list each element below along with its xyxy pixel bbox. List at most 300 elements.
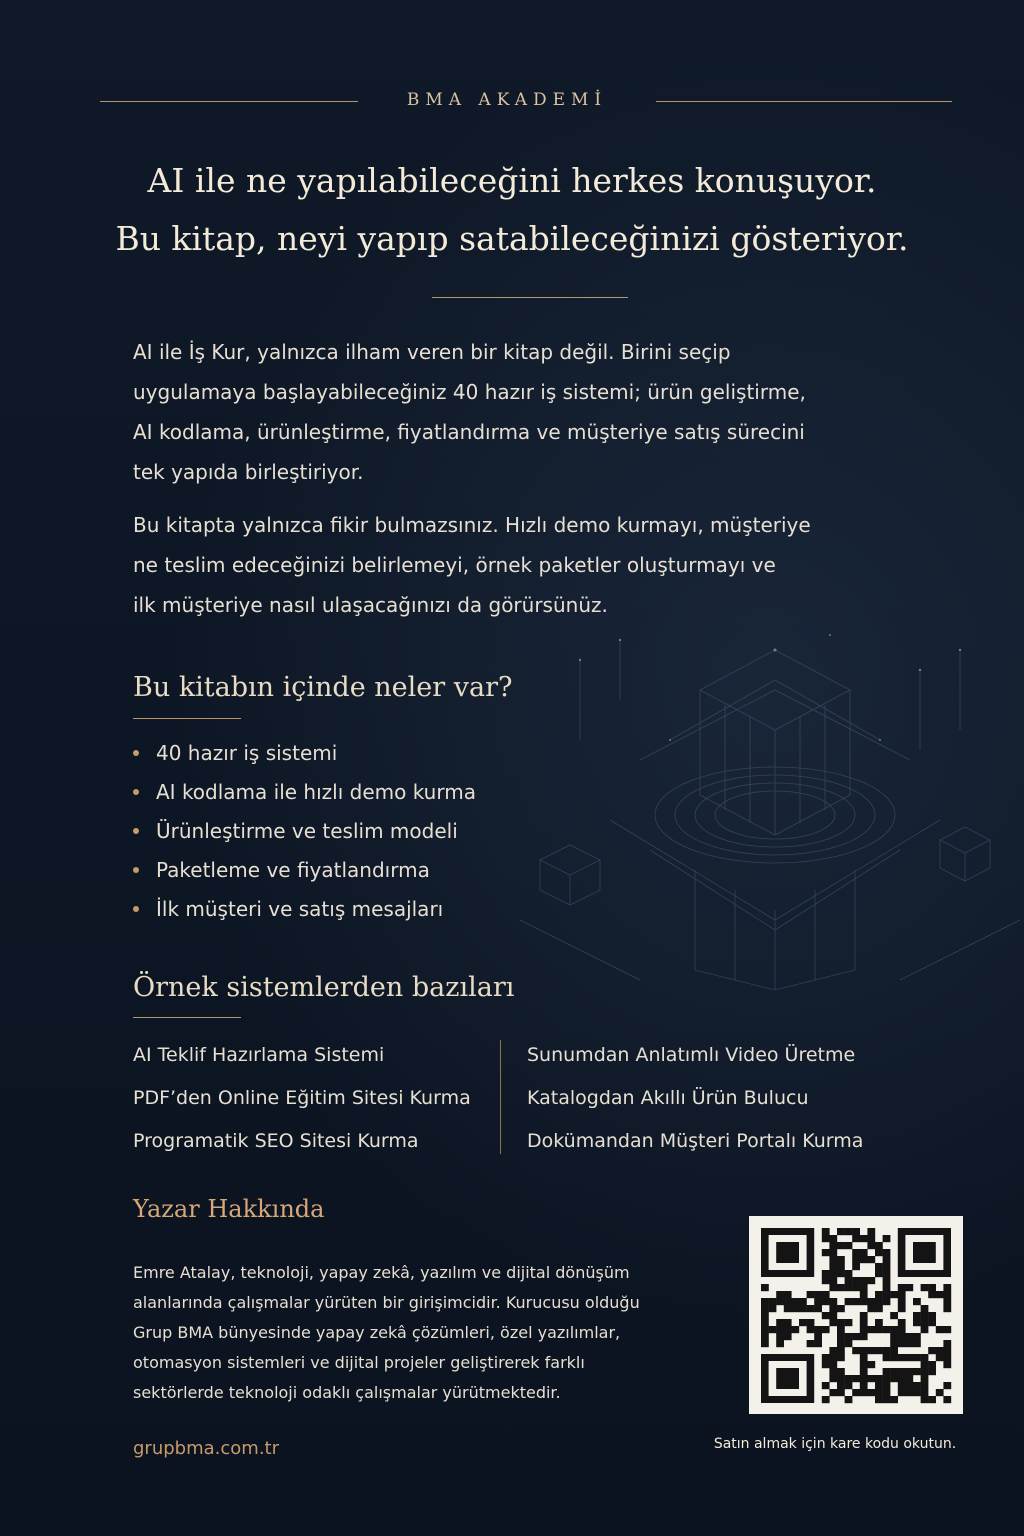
qr-module [875,1389,883,1396]
qr-module [898,1326,906,1333]
qr-module [761,1340,769,1347]
qr-module [822,1361,830,1368]
qr-module [921,1396,929,1403]
brand-rule-right [656,101,952,102]
qr-module [829,1368,837,1375]
list-item-text: AI kodlama ile hızlı demo kurma [156,780,476,804]
qr-module [936,1291,944,1298]
system-item: Sunumdan Anlatımlı Video Üretme [527,1044,856,1066]
qr-module [875,1291,883,1298]
qr-module [921,1326,929,1333]
qr-module [875,1375,883,1382]
qr-module [898,1291,906,1298]
contents-list [133,734,476,929]
qr-module [867,1242,875,1249]
qr-module [814,1340,822,1347]
qr-module [852,1389,860,1396]
qr-module [837,1263,845,1270]
qr-module [799,1305,807,1312]
qr-module [822,1298,830,1305]
qr-module [898,1333,906,1340]
list-item [133,812,476,851]
qr-module [928,1396,936,1403]
qr-module [883,1298,891,1305]
qr-module [913,1333,921,1340]
qr-module [799,1298,807,1305]
qr-module [807,1305,815,1312]
qr-module [814,1333,822,1340]
qr-module [943,1396,951,1403]
qr-module [860,1389,868,1396]
text-line: ne teslim edeceğinizi belirlemeyi, örnek paketler oluşturmayı ve [133,553,776,577]
qr-module [852,1298,860,1305]
contents-heading-rule [133,718,241,719]
qr-module [883,1354,891,1361]
qr-module [807,1326,815,1333]
qr-module [776,1326,784,1333]
qr-module [814,1298,822,1305]
qr-module [845,1242,853,1249]
text-line: ilk müşteriye nasıl ulaşacağınızı da görürsünüz. [133,593,608,617]
qr-module [921,1375,929,1382]
qr-module [883,1396,891,1403]
text-line: Grup BMA bünyesinde yapay zekâ çözümleri, özel yazılımlar, [133,1323,621,1342]
qr-module [860,1277,868,1284]
qr-module [776,1291,784,1298]
qr-module [845,1270,853,1277]
qr-module [913,1368,921,1375]
bullet-dot-icon [133,828,139,834]
qr-module [875,1396,883,1403]
qr-module [921,1368,929,1375]
qr-module [791,1305,799,1312]
qr-module [936,1389,944,1396]
qr-module [943,1298,951,1305]
bullet-dot-icon [133,867,139,873]
qr-module [890,1354,898,1361]
qr-module [845,1333,853,1340]
qr-module [837,1382,845,1389]
qr-module [936,1347,944,1354]
qr-module [898,1284,906,1291]
text-line: Bu kitapta yalnızca fikir bulmazsınız. Hızlı demo kurmayı, müşteriye [133,513,811,537]
qr-module [875,1326,883,1333]
headline-line: AI ile ne yapılabileceğini herkes konuşuyor. [147,161,877,200]
qr-module [761,1326,769,1333]
qr-module [860,1319,868,1326]
qr-module [867,1375,875,1382]
qr-module [898,1382,906,1389]
qr-module [829,1312,837,1319]
qr-module [943,1354,951,1361]
qr-module [905,1389,913,1396]
qr-module [761,1333,769,1340]
qr-module [776,1242,799,1263]
qr-module [883,1277,891,1284]
qr-module [822,1249,830,1256]
qr-module [883,1270,891,1277]
qr-module [943,1284,951,1291]
qr-module [867,1298,875,1305]
qr-module [860,1291,868,1298]
qr-module [829,1298,837,1305]
qr-module [776,1368,799,1389]
qr-module [936,1354,944,1361]
list-item [133,734,476,773]
qr-module [791,1298,799,1305]
qr-module [875,1270,883,1277]
qr-module [860,1368,868,1375]
qr-module [776,1319,784,1326]
qr-module [837,1347,845,1354]
qr-module [867,1305,875,1312]
qr-module [784,1291,792,1298]
qr-module [837,1326,845,1333]
qr-module [852,1284,860,1291]
text-line: AI ile İş Kur, yalnızca ilham veren bir kitap değil. Birini seçip [133,340,731,364]
qr-module [898,1368,906,1375]
qr-module [913,1319,921,1326]
qr-module [829,1305,837,1312]
qr-module [905,1354,913,1361]
qr-module [845,1340,853,1347]
qr-module [875,1249,883,1256]
qr-module [784,1333,792,1340]
qr-module [867,1228,875,1235]
bullet-dot-icon [133,750,139,756]
qr-module [837,1354,845,1361]
qr-module [769,1298,777,1305]
qr-module [860,1347,868,1354]
list-item [133,851,476,890]
qr-module [921,1354,929,1361]
qr-module [890,1375,898,1382]
qr-module [829,1263,837,1270]
qr-module [898,1375,906,1382]
qr-module [860,1249,868,1256]
list-item-text: 40 hazır iş sistemi [156,741,338,765]
qr-module [814,1291,822,1298]
qr-module [852,1263,860,1270]
qr-module [829,1319,837,1326]
qr-module [898,1298,906,1305]
qr-module [799,1319,807,1326]
qr-module [814,1326,822,1333]
systems-column-divider [500,1040,501,1154]
qr-module [860,1375,868,1382]
qr-module [852,1235,860,1242]
qr-module [845,1396,853,1403]
qr-module [943,1291,951,1298]
qr-module [890,1326,898,1333]
qr-code-icon [749,1216,963,1414]
qr-module [928,1291,936,1298]
qr-module [814,1305,822,1312]
qr-module [845,1277,853,1284]
list-item-text: Paketleme ve fiyatlandırma [156,858,430,882]
qr-module [852,1256,860,1263]
author-heading: Yazar Hakkında [133,1195,325,1223]
qr-module [845,1298,853,1305]
qr-module [860,1256,868,1263]
qr-module [845,1228,853,1235]
qr-code[interactable] [749,1216,963,1414]
text-line: uygulamaya başlayabileceğiniz 40 hazır iş sistemi; ürün geliştirme, [133,380,806,404]
qr-module [822,1270,830,1277]
qr-module [905,1375,913,1382]
qr-module [943,1382,951,1389]
qr-module [761,1312,769,1319]
qr-module [852,1347,860,1354]
qr-module [822,1312,830,1319]
qr-module [875,1319,883,1326]
qr-module [928,1319,936,1326]
qr-module [867,1256,875,1263]
qr-module [829,1277,837,1284]
qr-module [890,1396,898,1403]
bullet-dot-icon [133,906,139,912]
qr-module [784,1298,792,1305]
systems-heading-rule [133,1017,241,1018]
systems-list-right [527,1034,863,1163]
system-item: Katalogdan Akıllı Ürün Bulucu [527,1087,809,1109]
qr-module [943,1340,951,1347]
qr-module [875,1263,883,1270]
systems-list-left [133,1034,471,1163]
list-item [133,890,476,929]
qr-module [867,1326,875,1333]
qr-module [905,1333,913,1340]
qr-module [845,1382,853,1389]
brand-header [100,86,952,116]
qr-module [769,1305,777,1312]
qr-module [852,1228,860,1235]
qr-module [837,1242,845,1249]
qr-module [837,1284,845,1291]
qr-module [860,1312,868,1319]
list-item-text: Ürünleştirme ve teslim modeli [156,819,458,843]
qr-module [822,1396,830,1403]
qr-module [890,1312,898,1319]
qr-module [837,1319,845,1326]
qr-module [905,1284,913,1291]
qr-module [898,1354,906,1361]
qr-module [852,1333,860,1340]
brand-name: BMA AKADEMİ [406,90,608,110]
qr-module [852,1249,860,1256]
intro-paragraph-1 [133,332,923,492]
qr-module [829,1284,837,1291]
qr-module [943,1347,951,1354]
qr-module [867,1235,875,1242]
qr-module [837,1368,845,1375]
qr-module [822,1235,830,1242]
qr-module [883,1284,891,1291]
text-line: AI kodlama, ürünleştirme, fiyatlandırma ve müşteriye satış sürecini [133,420,805,444]
qr-module [921,1361,929,1368]
qr-module [837,1256,845,1263]
qr-module [943,1305,951,1312]
qr-module [761,1298,769,1305]
qr-module [776,1340,784,1347]
bullet-dot-icon [133,789,139,795]
qr-module [913,1382,921,1389]
qr-module [867,1389,875,1396]
headline [60,152,964,268]
list-item [133,773,476,812]
qr-module [860,1298,868,1305]
system-item: PDF’den Online Eğitim Sitesi Kurma [133,1087,471,1109]
qr-module [852,1375,860,1382]
qr-module [867,1361,875,1368]
qr-module [829,1249,837,1256]
qr-module [784,1305,792,1312]
qr-module [837,1375,845,1382]
contents-heading: Bu kitabın içinde neler var? [133,672,513,703]
qr-module [943,1326,951,1333]
qr-module [875,1382,883,1389]
qr-module [860,1354,868,1361]
list-item-text: İlk müşteri ve satış mesajları [156,897,444,921]
qr-module [829,1242,837,1249]
qr-module [883,1368,891,1375]
qr-module [837,1305,845,1312]
systems-heading: Örnek sistemlerden bazıları [133,972,515,1003]
qr-module [921,1382,929,1389]
qr-module [905,1340,913,1347]
qr-module [761,1319,769,1326]
qr-module [936,1326,944,1333]
qr-module [943,1361,951,1368]
qr-module [829,1361,837,1368]
qr-module [921,1312,929,1319]
qr-module [822,1291,830,1298]
qr-module [883,1389,891,1396]
qr-module [883,1249,891,1256]
qr-module [860,1361,868,1368]
qr-module [822,1228,830,1235]
qr-module [890,1340,898,1347]
qr-module [860,1284,868,1291]
qr-module [837,1270,845,1277]
qr-module [860,1382,868,1389]
text-line: alanlarında çalışmalar yürüten bir girişimcidir. Kurucusu olduğu [133,1293,640,1312]
qr-module [875,1347,883,1354]
qr-module [921,1319,929,1326]
qr-module [875,1242,883,1249]
system-item: Dokümandan Müşteri Portalı Kurma [527,1130,864,1152]
qr-module [890,1347,898,1354]
qr-module [921,1389,929,1396]
website-link[interactable]: grupbma.com.tr [133,1438,279,1459]
qr-module [898,1340,906,1347]
qr-module [913,1389,921,1396]
qr-module [829,1354,837,1361]
qr-module [928,1361,936,1368]
text-line: Emre Atalay, teknoloji, yapay zekâ, yazılım ve dijital dönüşüm [133,1263,630,1282]
qr-module [928,1368,936,1375]
qr-module [913,1340,921,1347]
qr-module [829,1235,837,1242]
qr-module [867,1277,875,1284]
qr-module [905,1368,913,1375]
qr-module [807,1291,815,1298]
qr-module [905,1382,913,1389]
qr-module [807,1340,815,1347]
qr-module [837,1228,845,1235]
qr-module [837,1340,845,1347]
isometric-grid-illustration [520,620,1020,1020]
intro-paragraph-2 [133,505,923,625]
qr-module [761,1284,769,1291]
qr-module [913,1298,921,1305]
qr-module [776,1298,784,1305]
qr-module [829,1347,837,1354]
system-item: AI Teklif Hazırlama Sistemi [133,1044,385,1066]
qr-module [875,1305,883,1312]
qr-module [867,1347,875,1354]
system-item: Programatik SEO Sitesi Kurma [133,1130,419,1152]
qr-module [807,1319,815,1326]
qr-module [845,1319,853,1326]
qr-module [784,1319,792,1326]
qr-module [837,1389,845,1396]
qr-module [822,1354,830,1361]
qr-module [822,1277,830,1284]
qr-module [860,1235,868,1242]
qr-module [921,1284,929,1291]
text-line: tek yapıda birleştiriyor. [133,460,364,484]
qr-module [852,1277,860,1284]
qr-module [883,1256,891,1263]
qr-module [921,1305,929,1312]
qr-module [928,1312,936,1319]
text-line: sektörlerde teknoloji odaklı çalışmalar yürütmektedir. [133,1383,561,1402]
qr-module [822,1326,830,1333]
qr-module [822,1382,830,1389]
headline-divider [432,297,628,298]
brand-rule-left [100,101,358,102]
qr-module [883,1326,891,1333]
qr-module [791,1326,799,1333]
qr-module [875,1298,883,1305]
qr-module [769,1326,777,1333]
qr-module [837,1333,845,1340]
qr-module [890,1291,898,1298]
qr-module [928,1347,936,1354]
qr-module [761,1305,769,1312]
qr-module [898,1389,906,1396]
headline-line: Bu kitap, neyi yapıp satabileceğinizi gösteriyor. [115,219,909,258]
text-line: otomasyon sistemleri ve dijital projeler geliştirerek farklı [133,1353,585,1372]
qr-module [883,1347,891,1354]
qr-module [928,1284,936,1291]
qr-caption: Satın almak için kare kodu okutun. [713,1436,957,1452]
qr-module [845,1284,853,1291]
qr-module [776,1333,784,1340]
qr-module [913,1242,936,1263]
qr-module [860,1333,868,1340]
qr-module [784,1326,792,1333]
qr-module [829,1256,837,1263]
qr-module [883,1291,891,1298]
qr-module [883,1235,891,1242]
qr-module [898,1305,906,1312]
qr-module [845,1375,853,1382]
qr-module [890,1368,898,1375]
qr-module [829,1389,837,1396]
qr-module [860,1326,868,1333]
